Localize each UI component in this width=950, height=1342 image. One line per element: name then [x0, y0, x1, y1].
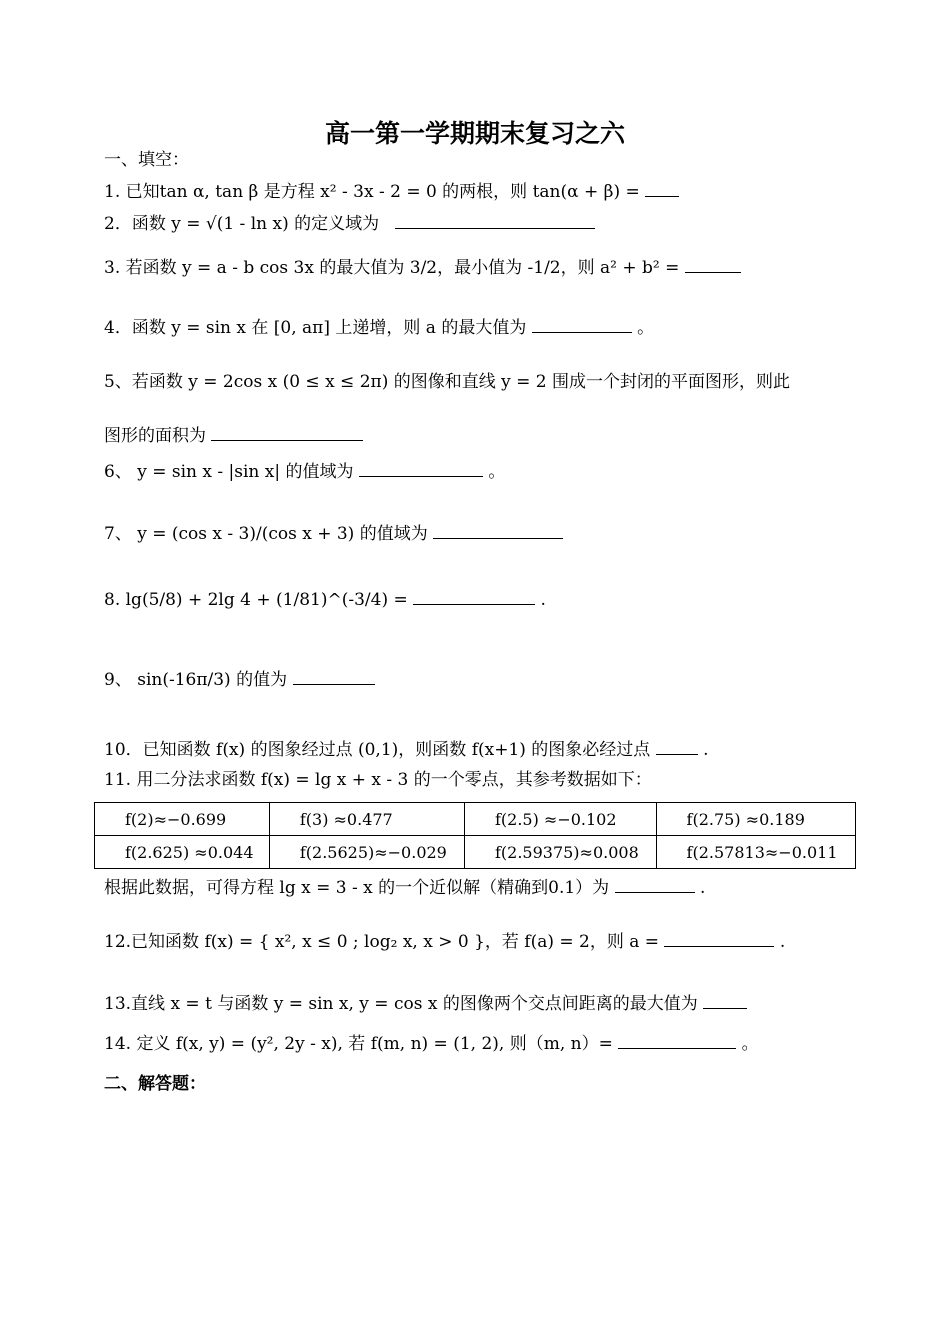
question-12-end: . [779, 932, 786, 952]
question-12-text: 12.已知函数 f(x) = { x², x ≤ 0 ; log₂ x, x > 0 }，若 f(a) = 2，则 a = [104, 932, 660, 952]
bisection-data-table [94, 802, 856, 869]
table-row [95, 836, 856, 869]
question-11b-end: . [699, 878, 706, 898]
question-11-answer-line [104, 874, 864, 900]
answer-blank-6[interactable] [359, 458, 483, 477]
page-title: 高一第一学期期末复习之六 [324, 119, 625, 148]
question-11b-text: 根据此数据，可得方程 lg x = 3 - x 的一个近似解（精确到0.1）为 [104, 878, 610, 898]
answer-blank-11[interactable] [615, 874, 695, 893]
question-10-text: 10．已知函数 f(x) 的图象经过点 (0,1)，则函数 f(x+1) 的图象必经过点 [104, 740, 651, 760]
table-cell: f(3) ≈0.477 [269, 803, 464, 836]
answer-blank-1[interactable] [645, 178, 679, 197]
answer-blank-3[interactable] [685, 254, 741, 273]
question-6-end: 。 [488, 462, 506, 482]
question-1 [104, 178, 864, 204]
section-answer-heading: 二、解答题： [104, 1074, 206, 1094]
question-10 [104, 736, 864, 762]
question-12 [104, 928, 864, 954]
question-8-end: . [540, 590, 546, 610]
question-7 [104, 520, 864, 546]
question-2-text: 2．函数 y = √(1 - ln x) 的定义域为 [104, 214, 380, 234]
question-3-text: 3. 若函数 y = a - b cos 3x 的最大值为 3/2，最小值为 -1/2，则 a² + b² = [104, 258, 680, 278]
table-row [95, 803, 856, 836]
answer-blank-8[interactable] [413, 586, 535, 605]
question-5-line-2 [104, 422, 864, 448]
answer-blank-9[interactable] [293, 666, 375, 685]
question-14-end: 。 [741, 1034, 759, 1054]
question-5-text: 图形的面积为 [104, 426, 206, 446]
answer-blank-5[interactable] [211, 422, 363, 441]
question-6-text: 6、 y = sin x - |sin x| 的值域为 [104, 462, 354, 482]
table-cell: f(2.5) ≈−0.102 [464, 803, 656, 836]
question-13 [104, 990, 864, 1016]
question-1-text: 1. 已知tan α, tan β 是方程 x² - 3x - 2 = 0 的两根，则 tan(α + β) = [104, 182, 640, 202]
question-4 [104, 314, 864, 340]
table-cell: f(2.625) ≈0.044 [95, 836, 270, 869]
answer-blank-4[interactable] [532, 314, 632, 333]
question-5-line-1: 5、若函数 y = 2cos x (0 ≤ x ≤ 2π) 的图像和直线 y = 2 围成一个封闭的平面图形，则此 [104, 372, 791, 392]
question-10-end: . [703, 740, 709, 760]
question-11: 11. 用二分法求函数 f(x) = lg x + x - 3 的一个零点，其参考数据如下： [104, 770, 652, 790]
question-8 [104, 586, 864, 612]
table-cell: f(2)≈−0.699 [95, 803, 270, 836]
question-14 [104, 1030, 864, 1056]
answer-blank-2[interactable] [395, 210, 595, 229]
question-2 [104, 210, 864, 236]
answer-blank-14[interactable] [618, 1030, 736, 1049]
section-fill-in-heading: 一、填空： [104, 150, 189, 170]
table-cell: f(2.59375)≈0.008 [464, 836, 656, 869]
answer-blank-12[interactable] [664, 928, 774, 947]
question-9-text: 9、 sin(-16π/3) 的值为 [104, 670, 288, 690]
answer-blank-10[interactable] [656, 736, 698, 755]
answer-blank-7[interactable] [433, 520, 563, 539]
question-4-end: 。 [637, 318, 655, 338]
question-4-text: 4．函数 y = sin x 在 [0, aπ] 上递增，则 a 的最大值为 [104, 318, 527, 338]
question-7-text: 7、 y = (cos x - 3)/(cos x + 3) 的值域为 [104, 524, 428, 544]
question-9 [104, 666, 864, 692]
table-cell: f(2.75) ≈0.189 [656, 803, 855, 836]
question-8-text: 8. lg(5/8) + 2lg 4 + (1/81)^(-3/4) = [104, 590, 408, 610]
question-3 [104, 254, 864, 280]
table-cell: f(2.57813≈−0.011 [656, 836, 855, 869]
question-13-text: 13.直线 x = t 与函数 y = sin x, y = cos x 的图像两个交点间距离的最大值为 [104, 994, 698, 1014]
answer-blank-13[interactable] [703, 990, 747, 1009]
table-cell: f(2.5625)≈−0.029 [269, 836, 464, 869]
question-6 [104, 458, 864, 484]
question-14-text: 14. 定义 f(x, y) = (y², 2y - x), 若 f(m, n) = (1, 2), 则（m, n）= [104, 1034, 613, 1054]
